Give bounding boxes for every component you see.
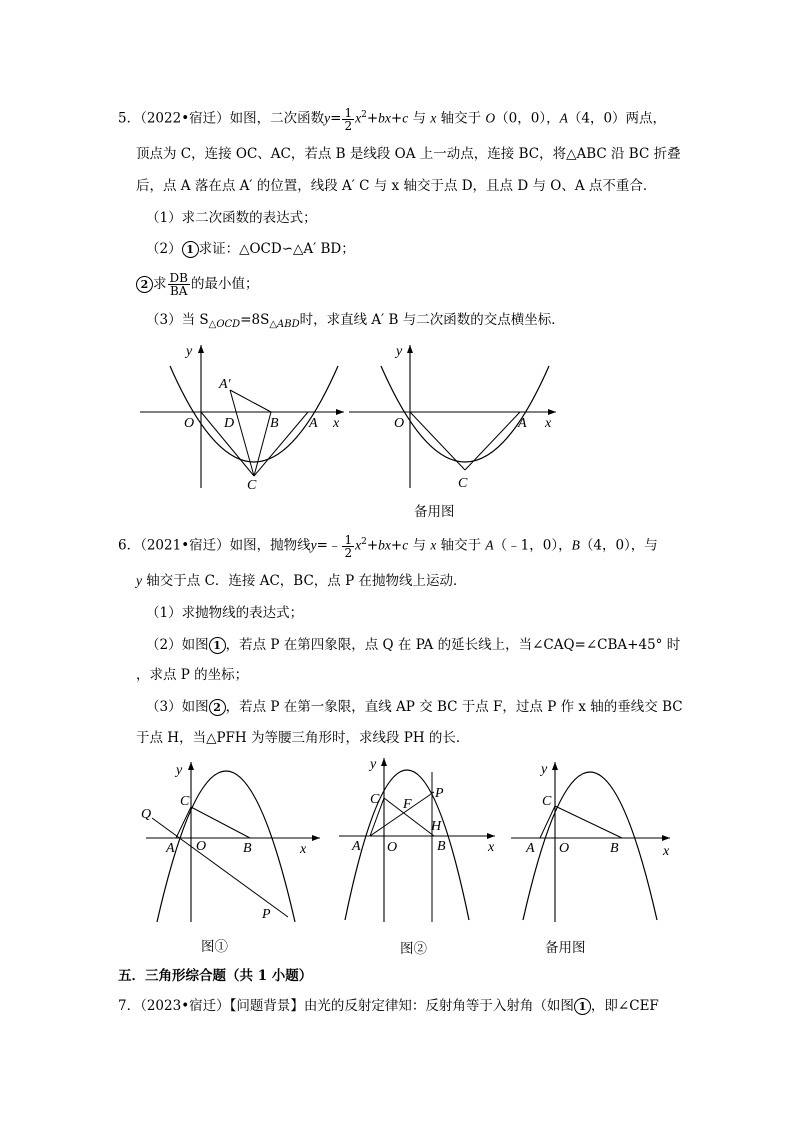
q6-line1: 6．（2021•宿迁）如图，抛物线y=﹣ $\frac{1}{2}$ $x^2+bx+c$ 与 x 轴交于 A（﹣1，0），B（4，0），与 (118, 532, 658, 560)
q5-line3: 后，点 A 落在点 A′ 的位置，线段 A′ C 与 x 轴交于点 D，且点 D 与 O、A 点不重合． (136, 178, 657, 194)
svg-text:O: O (196, 839, 207, 854)
svg-text:Q: Q (141, 807, 152, 822)
svg-text:y: y (176, 763, 183, 778)
svg-text:x: x (488, 840, 495, 855)
q5-part2: （2） 1 求证：△OCD∽△A′ BD； (146, 241, 355, 257)
q7-line1: 7．（2023•宿迁）【问题背景】由光的反射定律知：反射角等于入射角（如图 1 ，即∠CEF (118, 998, 659, 1014)
svg-text:C: C (180, 794, 190, 809)
q6-caption-spare: 备用图 (545, 940, 586, 956)
svg-text:y: y (541, 762, 548, 777)
svg-text:F: F (403, 797, 412, 812)
svg-text:B: B (243, 841, 252, 856)
q6-part3-cont: 于点 H，当△PFH 为等腰三角形时，求线段 PH 的长． (136, 730, 470, 746)
circled-number-2-icon: 2 (136, 276, 153, 293)
circled-number-1-icon: 1 (209, 637, 226, 654)
svg-text:B: B (270, 416, 279, 431)
circled-number-1-icon: 1 (182, 241, 199, 258)
circled-number-2-icon: 2 (209, 699, 226, 716)
svg-text:y: y (396, 344, 403, 359)
q5-line2: 顶点为 C，连接 OC、AC，若点 B 是线段 OA 上一动点，连接 BC，将△ABC 沿 BC 折叠 (136, 146, 681, 162)
svg-text:C: C (247, 478, 257, 493)
q6-line2: y 轴交于点 C．连接 AC，BC，点 P 在抛物线上运动． (136, 573, 467, 589)
q5-part1: （1）求二次函数的表达式； (146, 210, 317, 226)
q6-part1: （1）求抛物线的表达式； (146, 605, 304, 621)
q5-line1: 5．（2022•宿迁）如图，二次函数y= $\frac{1}{2}$ $x^2+bx+c$ 与 x 轴交于 O（0，0），A（4，0）两点， (118, 105, 667, 133)
circled-number-1-icon: 1 (574, 998, 591, 1015)
svg-text:C: C (370, 792, 380, 807)
q5-caption-spare: 备用图 (414, 504, 455, 520)
svg-text:P: P (262, 907, 271, 922)
svg-text:A: A (166, 841, 175, 856)
svg-text:P: P (435, 786, 444, 801)
q6-caption-fig2: 图② (400, 941, 427, 957)
q5-part2-min: 2 求 $\frac{DB}{BA}$ 的最小值； (136, 272, 258, 297)
svg-text:C: C (458, 476, 468, 491)
svg-text:y: y (370, 757, 377, 772)
label-y: y (186, 344, 193, 359)
q5-part3: （3）当 $S_{\triangle OCD}=8S_{\triangle ABD}$时，求直线 A′ B 与二次函数的交点横坐标． (146, 312, 565, 330)
svg-text:A: A (526, 841, 535, 856)
q6-caption-fig1: 图① (201, 939, 228, 955)
svg-text:D: D (224, 416, 235, 431)
svg-text:x: x (545, 416, 552, 431)
q6-part2: （2）如图 1 ，若点 P 在第四象限，点 Q 在 PA 的延长线上，当∠CAQ=∠CBA+45° 时 (146, 637, 681, 653)
svg-text:H: H (431, 819, 442, 834)
svg-text:A: A (518, 416, 527, 431)
section-heading: 五．三角形综合题（共 1 小题） (118, 968, 313, 984)
svg-text:O: O (559, 841, 570, 856)
svg-text:A: A (309, 416, 318, 431)
svg-text:B: B (437, 839, 446, 854)
svg-text:x: x (663, 844, 670, 859)
svg-text:O: O (184, 416, 195, 431)
svg-text:x: x (300, 842, 307, 857)
svg-text:A′: A′ (219, 377, 231, 392)
q6-part3: （3）如图 2 ，若点 P 在第一象限，直线 AP 交 BC 于点 F，过点 P 作 x 轴的垂线交 BC (146, 699, 683, 715)
svg-text:x: x (333, 416, 340, 431)
svg-text:C: C (542, 794, 552, 809)
svg-text:O: O (387, 840, 398, 855)
svg-text:B: B (610, 841, 619, 856)
svg-text:O: O (394, 416, 405, 431)
svg-text:A: A (352, 839, 361, 854)
q6-part2-cont: ，求点 P 的坐标； (136, 667, 249, 683)
